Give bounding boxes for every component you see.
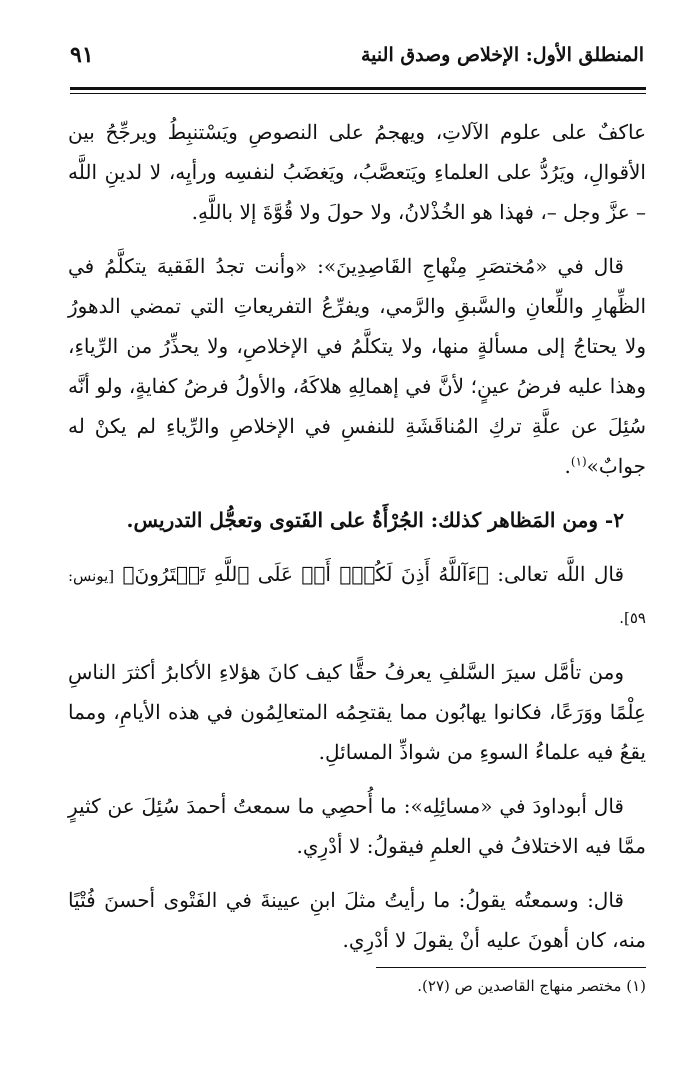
paragraph: قال في «مُختصَرِ مِنْهاجِ القَاصِدِينَ»: «وأنت تجدُ الفَقيهَ يتكلَّمُ في الظِّهارِ واللِّعانِ والسَّبقِ والرَّمي، ويفرِّعُ التفريعاتِ التي تمضي الدهورُ ولا يحتاجُ إلى مسألةٍ منها، ولا يتكلَّمُ في الإخلاصِ، ولا يحذِّرُ من الرِّياءِ، وهذا عليه فرضُ عينٍ؛ لأنَّ في إهمالِهِ هلاكَهُ، والأولُ فرضُ كفايةٍ، ولو أنَّه سُئِلَ عن علَّةِ تركِ المُناقَشَةِ للنفسِ في الإخلاصِ والرِّياءِ لم يكنْ له جوابٌ»$^{(١)}$. (68, 254, 647, 478)
paragraph: عاكفٌ على علوم الآلاتِ، ويهجمُ على النصوصِ ويَسْتنبِطُ ويرجِّحُ بين الأقوالِ، ويَرُدُّ على العلماءِ ويَتعصَّبُ، ويَغضَبُ لنفسِه ورأيِه، لا لدينِ اللَّه – عزَّ وجل –، فهذا هو الخُذْلانُ، ولا حولَ ولا قُوَّةَ إلا باللَّهِ. (68, 120, 646, 224)
page-number: ٩١ (70, 42, 94, 68)
footnote-marker: (١) (570, 454, 587, 469)
quran-quote (68, 554, 646, 638)
paragraph: قال: وسمعتُه يقولُ: ما رأيتُ مثلَ ابنِ عيينةَ في الفَتْوى أحسنَ فُتْيًا منه، كان أهونَ عليه أنْ يقولَ لا أدْرِي. (68, 888, 646, 952)
section-heading: ٢- ومن المَظاهر كذلك: الجُرْأَةُ على الفَتوى وتعجُّل التدريس. (126, 508, 624, 532)
paragraph-text: قال في «مُختصَرِ مِنْهاجِ القَاصِدِينَ»: «وأنت تجدُ الفَقيهَ يتكلَّمُ في الظِّهارِ واللِّعانِ والسَّبقِ والرَّمي، ويفرِّعُ التفريعاتِ التي تمضي الدهورُ ولا يحتاجُ إلى مسألةٍ منها، ولا يتكلَّمُ في الإخلاصِ، ولا يحذِّرُ من الرِّياءِ، وهذا عليه فرضُ عينٍ؛ لأنَّ في إهمالِهِ هلاكَهُ، والأولُ فرضُ كفايةٍ، ولو أنَّه سُئِلَ عن علَّةِ تركِ المُناقَشَةِ للنفسِ في الإخلاصِ والرِّياءِ لم يكنْ له جوابٌ» (68, 254, 647, 478)
footnote: (١) مختصر منهاج القاصدين ص (٢٧). (417, 977, 646, 995)
main-text (68, 112, 646, 960)
header-rule-thick (70, 87, 646, 90)
paragraph: ومن تأمَّل سيرَ السَّلفِ يعرفُ حقًّا كيف كانَ هؤلاءِ الأكابرُ أكثرَ الناسِ عِلْمًا ووَرَعًا، فكانوا يهابُون مما يقتحِمُه المتعالِمُون في هذه الأيامِ، ومما يقعُ فيه علماءُ السوءِ من شواذِّ المسائلِ. (68, 660, 646, 764)
quran-reference: [يونس: ٥٩]. (68, 567, 646, 627)
running-header (70, 42, 644, 82)
quote-text: قال اللَّه تعالى: ﴿ءَآللَّهُ أَذِنَ لَكُمْۖ أَمۡ عَلَى ٱللَّهِ تَفۡتَرُونَ﴾ (122, 562, 624, 586)
header-rule-thin (70, 93, 646, 94)
footnote-rule (376, 967, 646, 968)
chapter-title: المنطلق الأول: الإخلاص وصدق النية (361, 44, 644, 66)
paragraph: قال أبوداودَ في «مسائِلِه»: ما أُحصِي ما سمعتُ أحمدَ سُئِلَ عن كثيرٍ ممَّا فيه الاختلافُ في العلمِ فيقولُ: لا أدْرِي. (68, 794, 646, 858)
